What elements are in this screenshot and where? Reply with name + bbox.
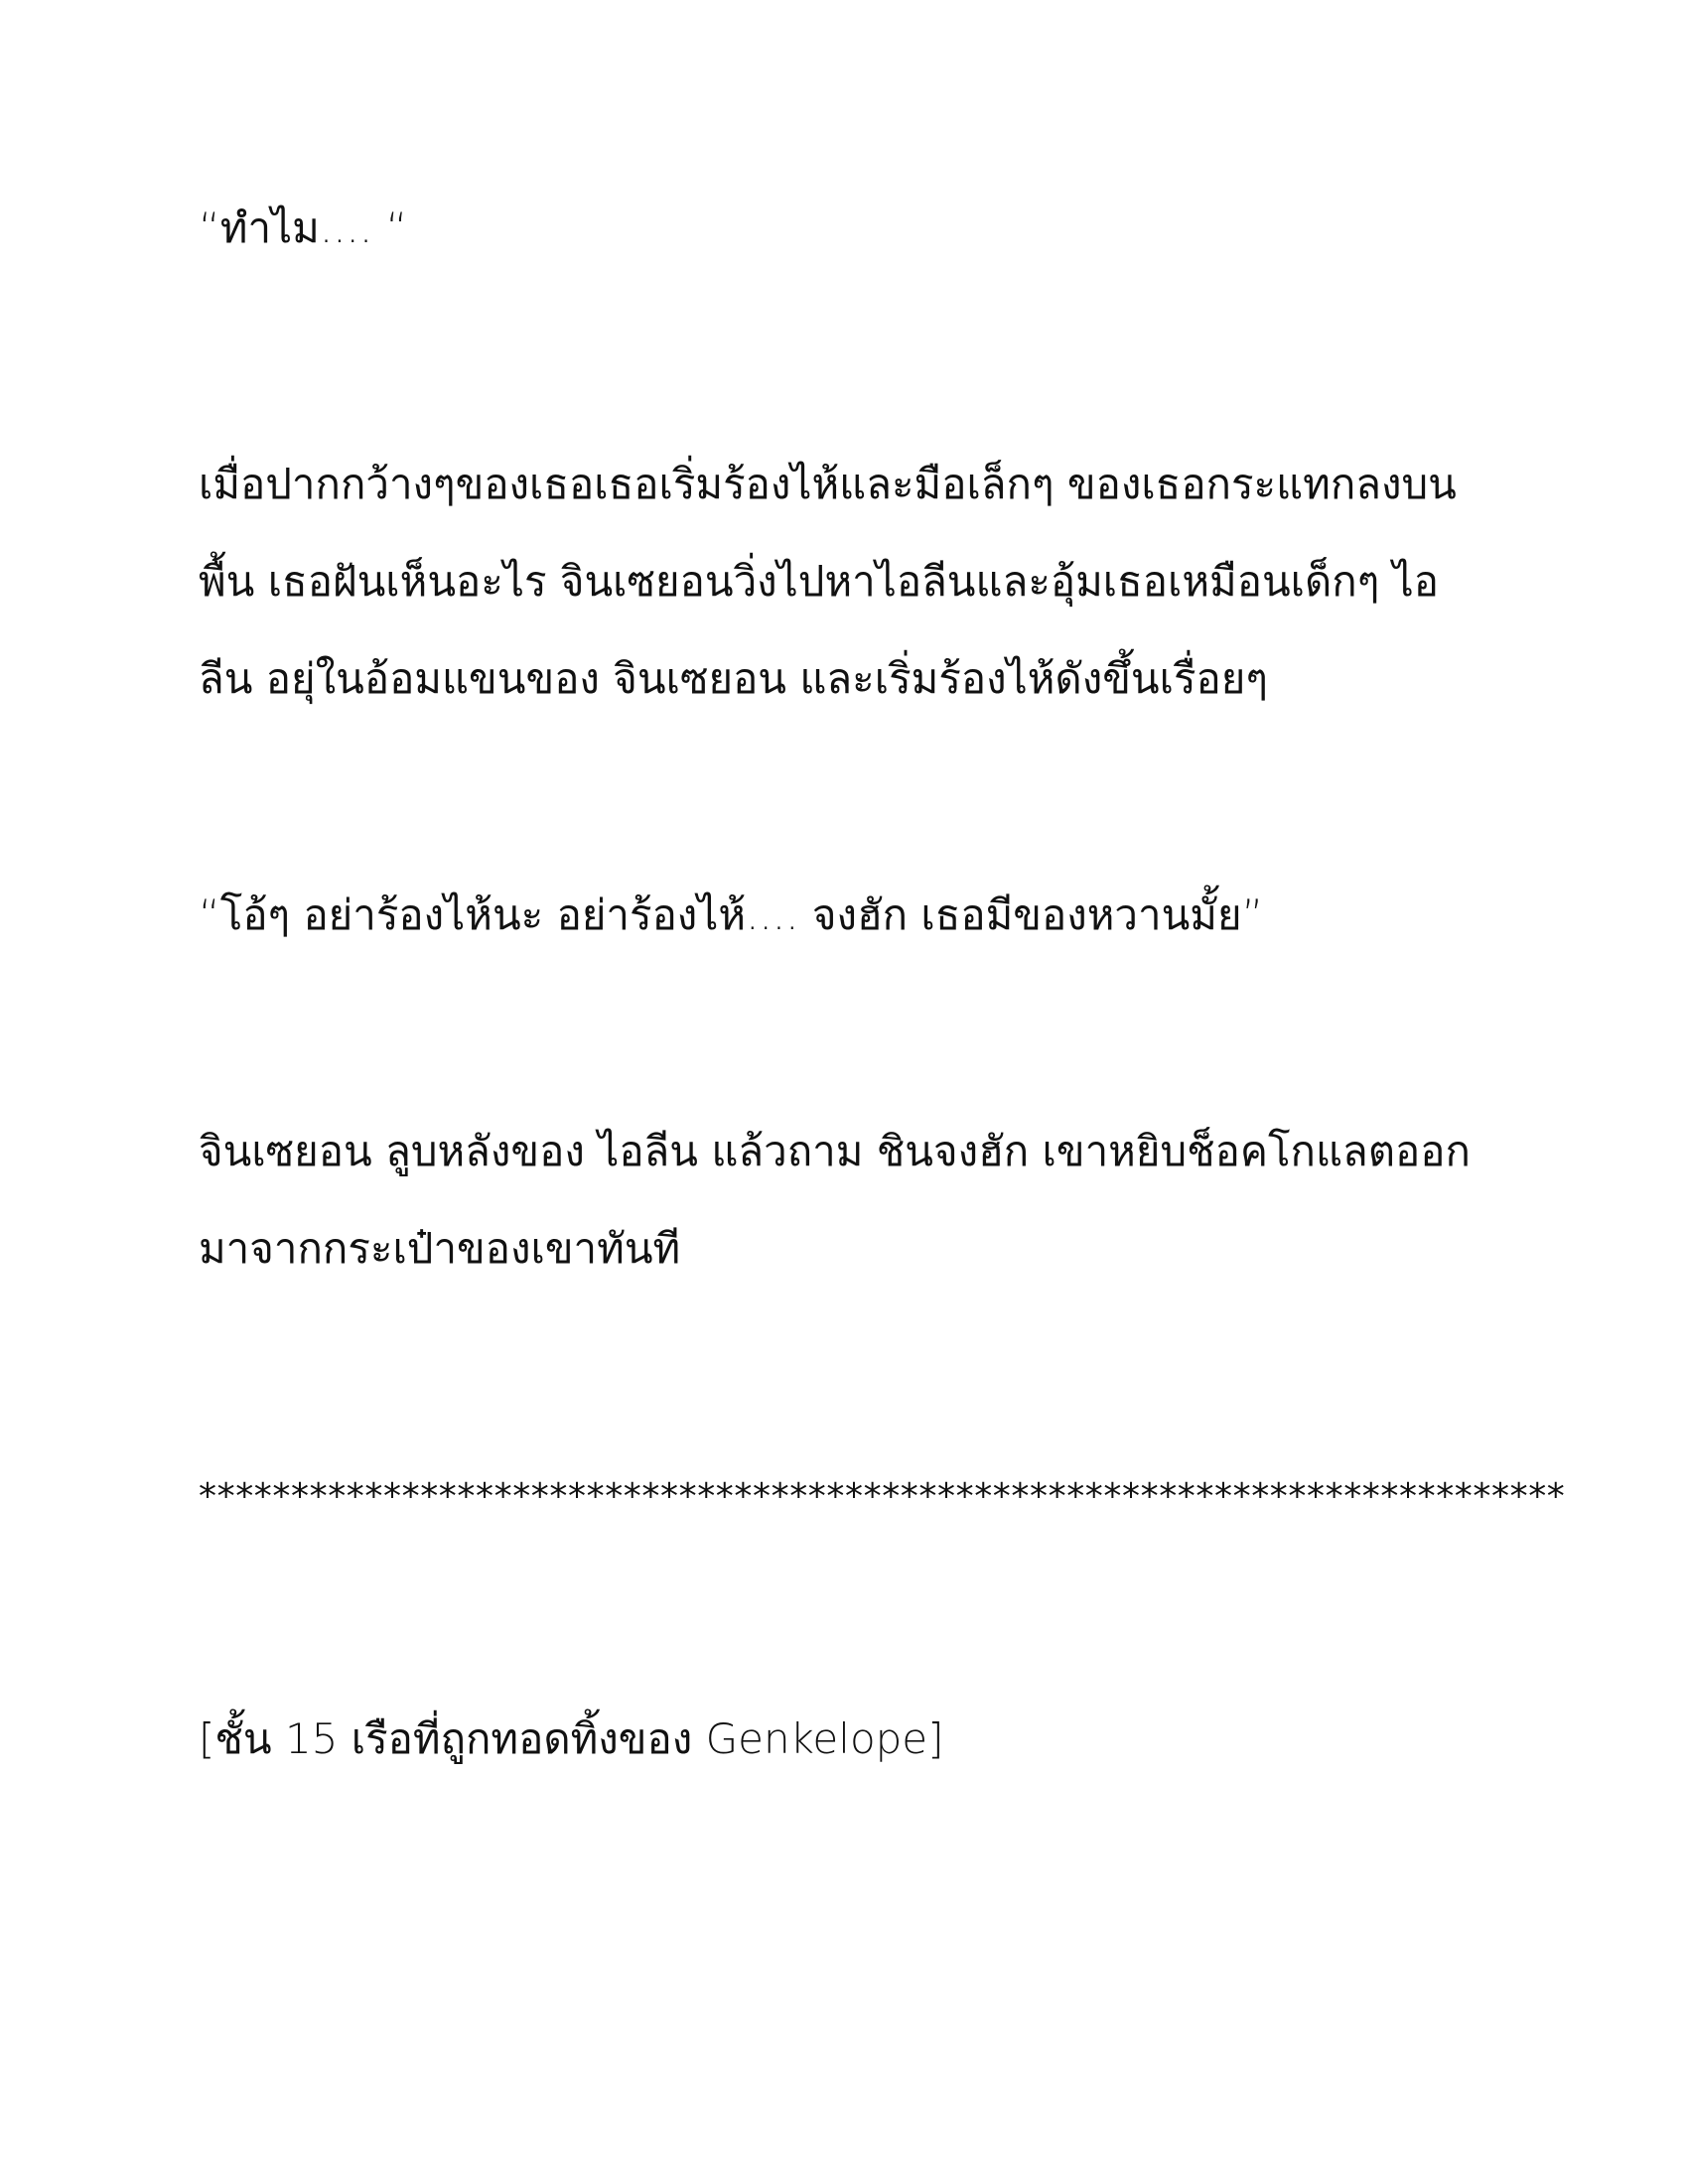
section-separator: ************************************************************************** [199, 1476, 1566, 1517]
paragraph-line: ลีน อยุ่ในอ้อมแขนของ จินเซยอน และเริ่มร้องไห้ดังขึ้นเรื่อยๆ [199, 654, 1268, 703]
dialogue-line: “โอ้ๆ อย่าร้องไห้นะ อย่าร้องไห้.... จงฮัก เธอมีของหวานมั้ย” [199, 890, 1264, 939]
dialogue-line: “ทำไม.... “ [199, 204, 408, 252]
chapter-heading: [ชั้น 15 เรือที่ถูกทอดทิ้งของ Genkelope] [199, 1714, 944, 1763]
paragraph-line: เมื่อปากกว้างๆของเธอเธอเริ่มร้องไห้และมือเล็กๆ ของเธอกระแทกลงบน [199, 460, 1457, 508]
paragraph-line: พื้น เธอฝันเห็นอะไร จินเซยอนวิ่งไปหาไอลีนและอุ้มเธอเหมือนเด็กๆ ไอ [199, 557, 1439, 606]
paragraph-line: มาจากกระเป๋าของเขาทันที [199, 1224, 681, 1273]
paragraph-line: จินเซยอน ลูบหลังของ ไอลีน แล้วถาม ชินจงฮัก เขาหยิบช็อคโกแลตออก [199, 1127, 1471, 1175]
